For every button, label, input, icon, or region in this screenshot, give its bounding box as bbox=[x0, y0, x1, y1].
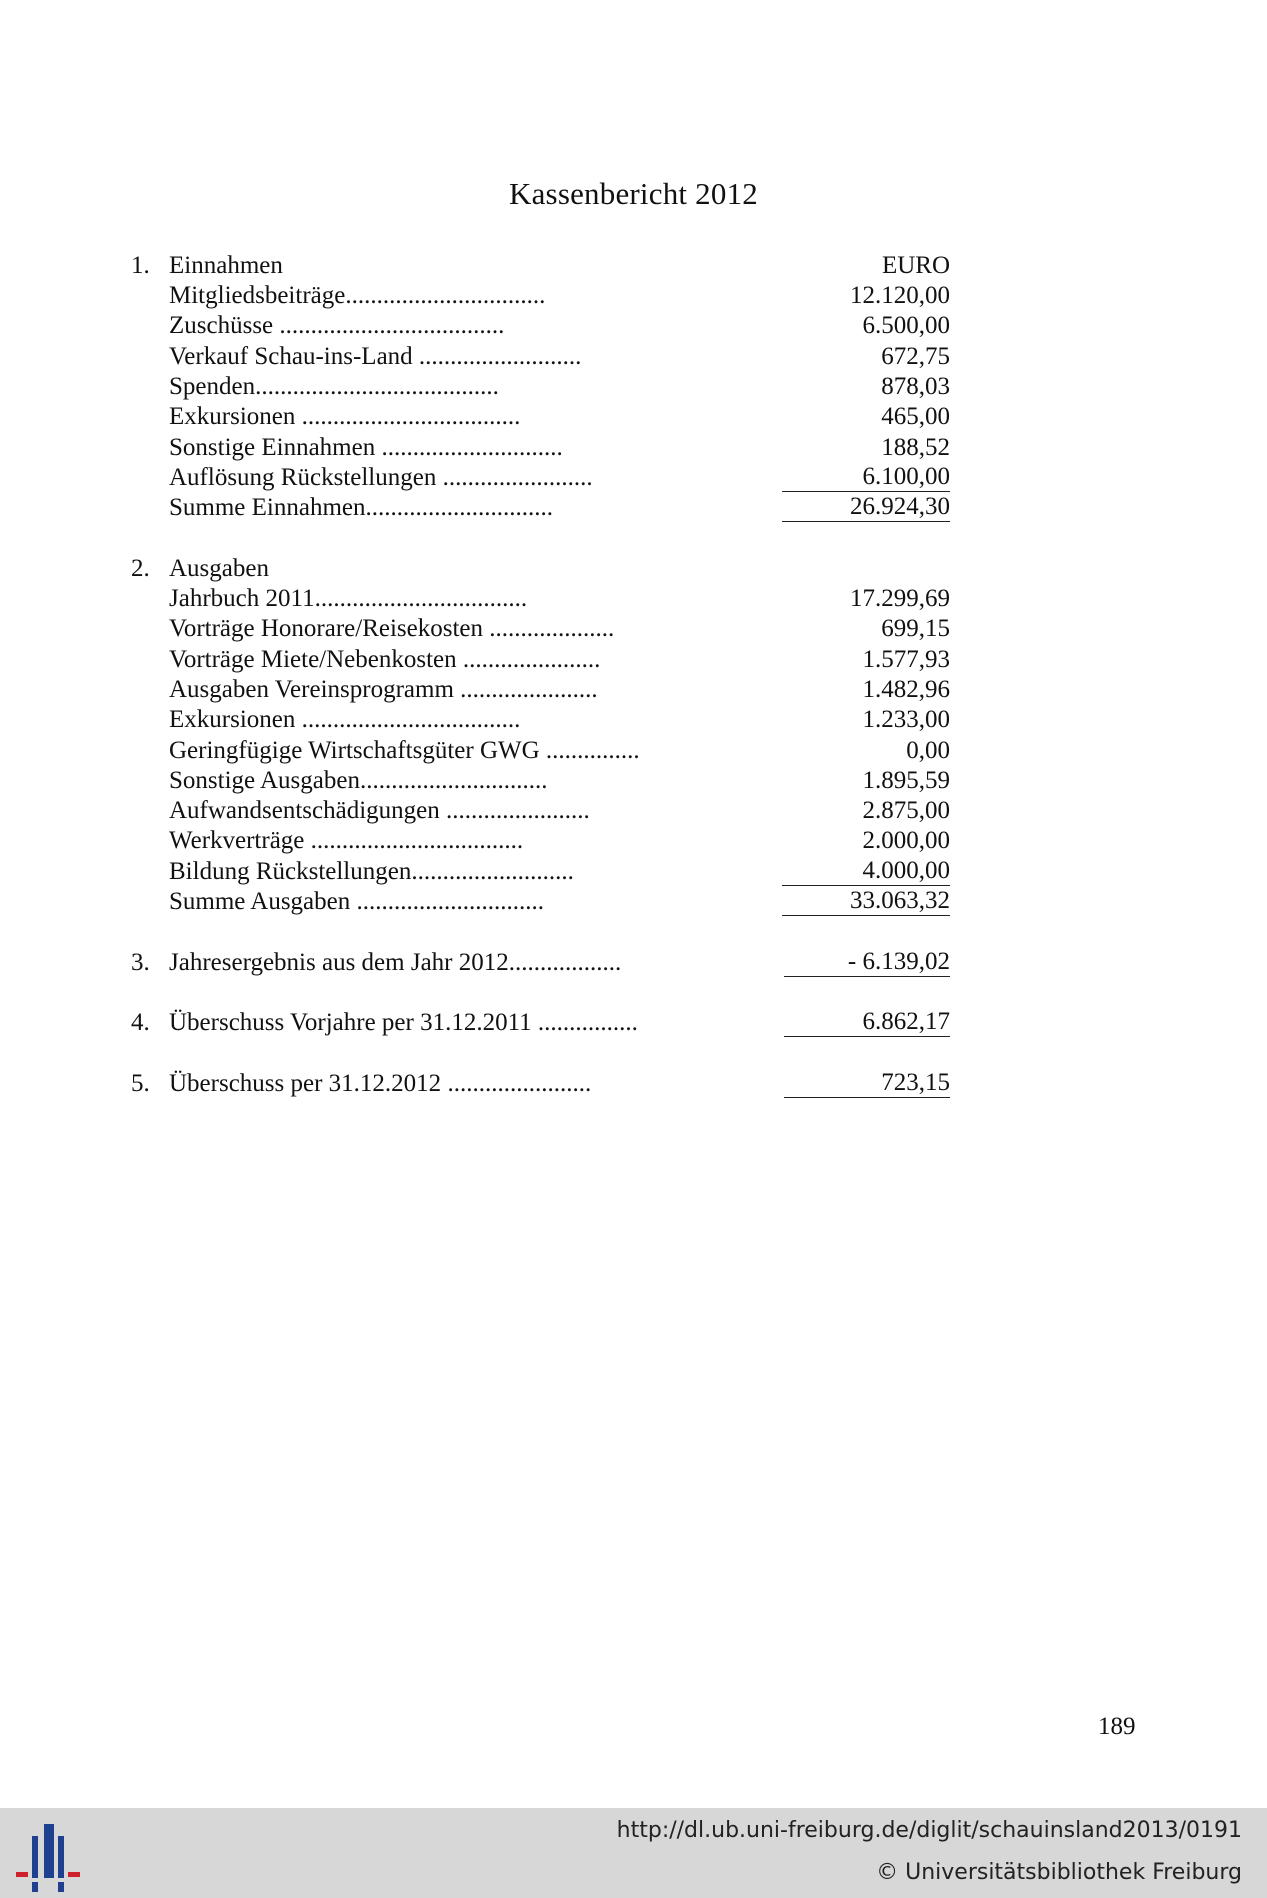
row-label: Geringfügige Wirtschaftsgüter GWG ............... bbox=[169, 736, 640, 764]
table-row bbox=[0, 402, 1267, 432]
row-value: 0,00 bbox=[906, 736, 950, 764]
row-value: 2.875,00 bbox=[862, 797, 950, 825]
row-label: Sonstige Ausgaben.............................. bbox=[169, 766, 548, 794]
row-value: 17.299,69 bbox=[850, 585, 950, 612]
table-row bbox=[0, 584, 1267, 614]
row-ueberschuss-vorjahre bbox=[0, 1008, 1267, 1038]
row-label: Ausgaben Vereinsprogramm ...................... bbox=[169, 675, 598, 703]
table-row bbox=[0, 311, 1267, 341]
row-value: 1.482,96 bbox=[862, 675, 950, 703]
row-value: 26.924,30 bbox=[782, 493, 950, 522]
table-row bbox=[0, 766, 1267, 796]
section-number: 1. bbox=[131, 252, 150, 279]
row-label: Vorträge Miete/Nebenkosten ...................... bbox=[169, 645, 601, 673]
table-row bbox=[0, 463, 1267, 493]
table-row bbox=[0, 614, 1267, 644]
footer-copyright: © Universitätsbibliothek Freiburg bbox=[876, 1860, 1242, 1885]
row-label: Exkursionen ................................... bbox=[169, 706, 521, 734]
row-value: - 6.139,02 bbox=[784, 948, 950, 977]
row-label: Jahrbuch 2011.................................. bbox=[169, 585, 528, 612]
table-row bbox=[0, 493, 1267, 523]
table-row bbox=[0, 736, 1267, 766]
table-row bbox=[0, 705, 1267, 735]
row-label: Verkauf Schau-ins-Land .......................... bbox=[169, 342, 582, 370]
row-value: 6.862,17 bbox=[784, 1008, 950, 1037]
row-label: Bildung Rückstellungen.......................... bbox=[169, 857, 574, 885]
row-label: Zuschüsse .................................... bbox=[169, 312, 505, 340]
row-value: 723,15 bbox=[784, 1069, 950, 1098]
row-ueberschuss-2012 bbox=[0, 1069, 1267, 1099]
row-label: Überschuss per 31.12.2012 ....................... bbox=[169, 1070, 592, 1097]
row-value: 33.063,32 bbox=[782, 887, 950, 916]
ub-freiburg-logo-icon bbox=[14, 1822, 84, 1892]
row-value: 12.120,00 bbox=[850, 282, 950, 309]
row-label: Exkursionen ................................... bbox=[169, 403, 521, 431]
footer-url-link[interactable]: http://dl.ub.uni-freiburg.de/diglit/schauinsland2013/0191 bbox=[616, 1818, 1242, 1843]
row-value: 878,03 bbox=[881, 372, 950, 400]
table-row bbox=[0, 826, 1267, 856]
row-label: Überschuss Vorjahre per 31.12.2011 ................ bbox=[169, 1009, 638, 1036]
row-label: Spenden....................................... bbox=[169, 372, 499, 400]
table-row bbox=[0, 645, 1267, 675]
footer-bar bbox=[0, 1808, 1267, 1898]
section-number: 4. bbox=[131, 1009, 150, 1036]
section-number: 3. bbox=[131, 949, 150, 976]
row-label: Werkverträge .................................. bbox=[169, 827, 524, 855]
row-label: Sonstige Einnahmen ............................. bbox=[169, 433, 563, 461]
table-row bbox=[0, 433, 1267, 463]
row-value: 465,00 bbox=[881, 403, 950, 431]
table-row bbox=[0, 887, 1267, 917]
section-number: 2. bbox=[131, 555, 150, 582]
section-title: Ausgaben bbox=[169, 555, 269, 582]
row-label: Vorträge Honorare/Reisekosten .................... bbox=[169, 615, 615, 643]
row-value: 672,75 bbox=[881, 342, 950, 370]
row-label: Mitgliedsbeiträge................................ bbox=[169, 282, 546, 309]
row-value: 2.000,00 bbox=[862, 827, 950, 855]
row-value: 1.577,93 bbox=[862, 645, 950, 673]
table-row bbox=[0, 675, 1267, 705]
row-label: Jahresergebnis aus dem Jahr 2012.................. bbox=[169, 949, 622, 976]
section-heading-einnahmen bbox=[0, 251, 1267, 281]
row-value: 1.233,00 bbox=[862, 706, 950, 734]
row-value: 188,52 bbox=[881, 433, 950, 461]
section-heading-ausgaben bbox=[0, 554, 1267, 584]
row-value: 699,15 bbox=[881, 615, 950, 643]
table-row bbox=[0, 342, 1267, 372]
currency-label: EURO bbox=[881, 252, 950, 279]
section-number: 5. bbox=[131, 1070, 150, 1097]
row-label: Auflösung Rückstellungen ........................ bbox=[169, 463, 593, 491]
row-jahresergebnis bbox=[0, 948, 1267, 978]
table-row bbox=[0, 281, 1267, 311]
table-row bbox=[0, 857, 1267, 887]
row-value: 6.100,00 bbox=[782, 463, 950, 492]
section-title: Einnahmen bbox=[169, 252, 283, 279]
table-row bbox=[0, 372, 1267, 402]
page-number: 189 bbox=[1098, 1713, 1136, 1740]
row-label: Summe Einnahmen.............................. bbox=[169, 494, 553, 522]
row-value: 4.000,00 bbox=[782, 857, 950, 886]
row-value: 1.895,59 bbox=[862, 766, 950, 794]
row-label: Summe Ausgaben .............................. bbox=[169, 888, 544, 915]
row-value: 6.500,00 bbox=[862, 312, 950, 340]
row-label: Aufwandsentschädigungen ....................... bbox=[169, 797, 590, 825]
page-title: Kassenbericht 2012 bbox=[509, 176, 758, 211]
table-row bbox=[0, 796, 1267, 826]
